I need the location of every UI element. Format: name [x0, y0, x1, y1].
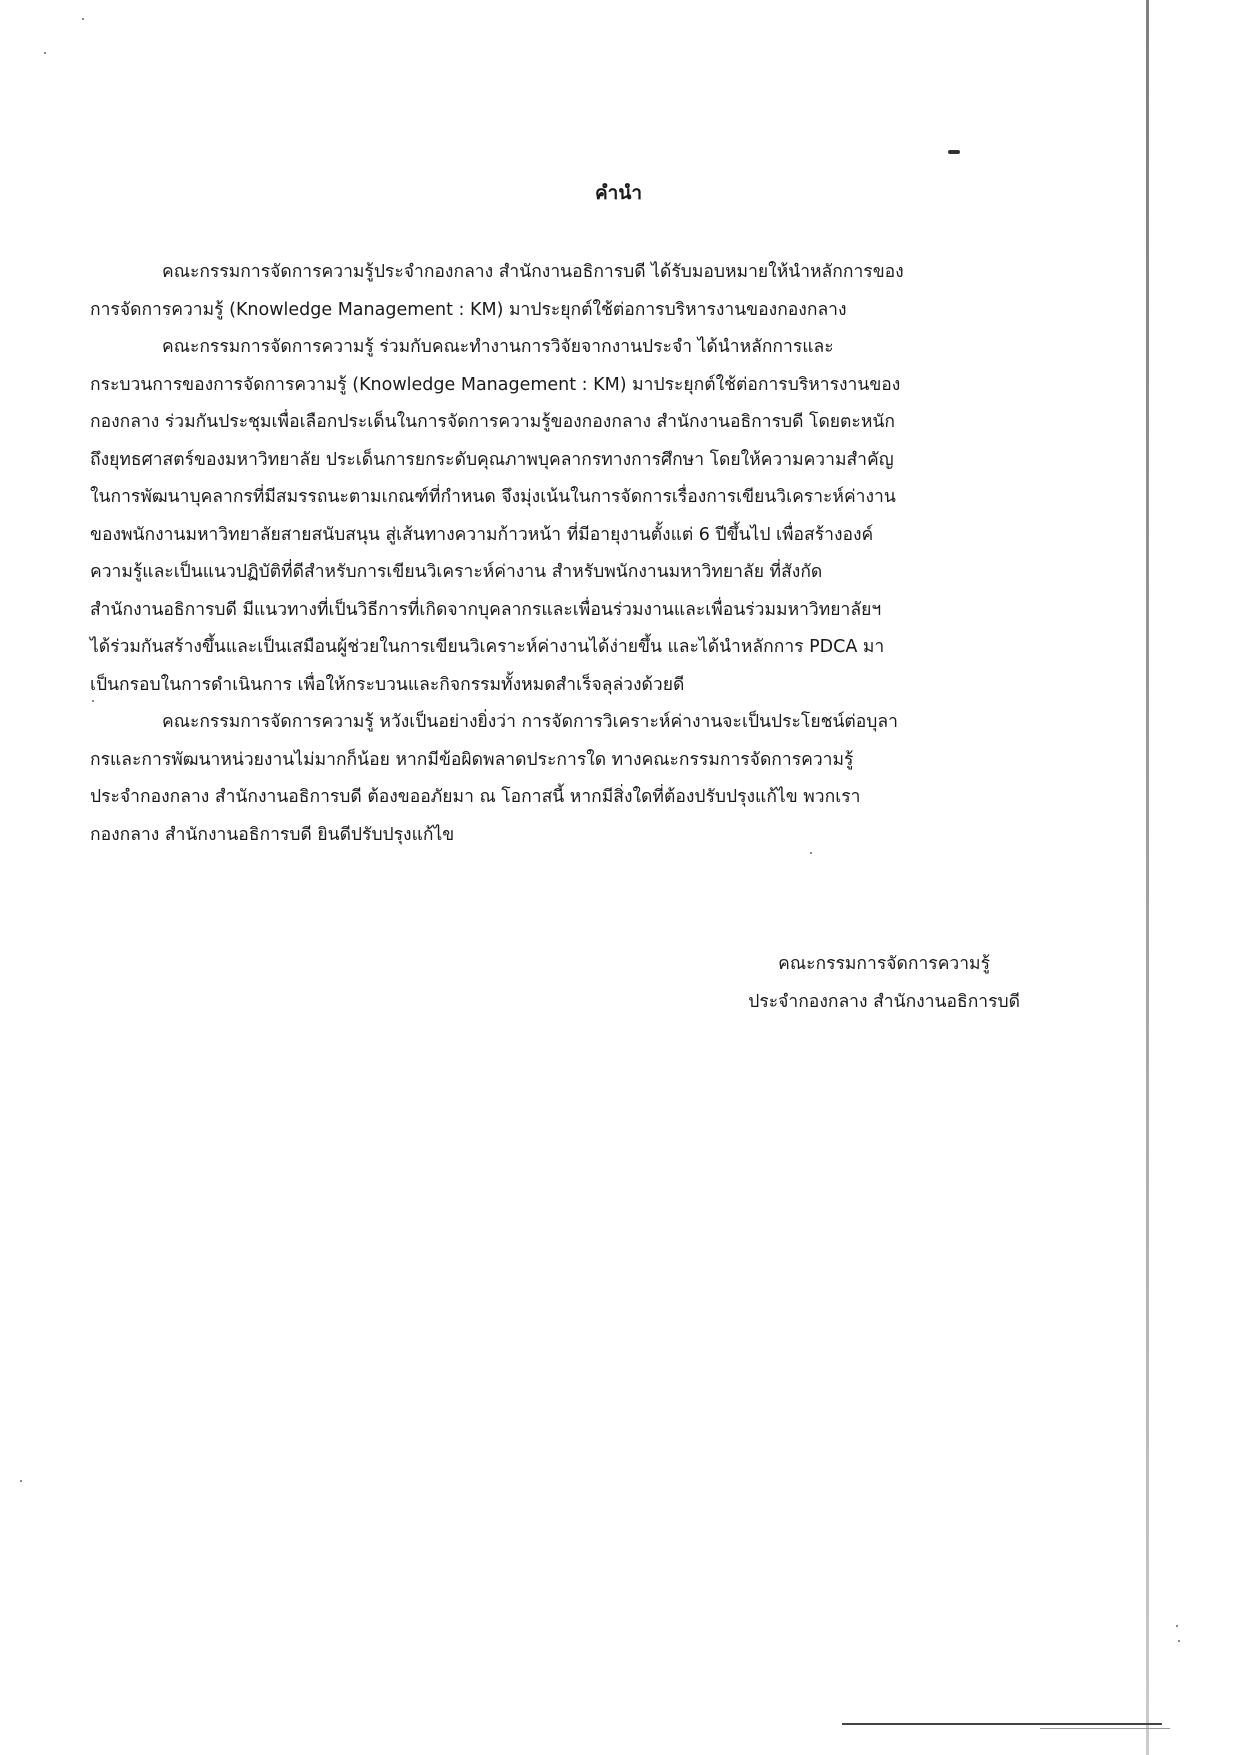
footer-rule-shadow	[1040, 1728, 1170, 1729]
signature-office: ประจำกองกลาง สำนักงานอธิการบดี	[748, 992, 1020, 1012]
scan-speck	[20, 1480, 22, 1482]
paragraph-line: กระบวนการของการจัดการความรู้ (Knowledge Management : KM) มาประยุกต์ใช้ต่อการบริหารงานของ	[90, 374, 901, 395]
scan-mark	[948, 150, 960, 154]
scan-edge-shadow	[1146, 0, 1149, 1755]
paragraph-line: ได้ร่วมกันสร้างขึ้นและเป็นเสมือนผู้ช่วยในการเขียนวิเคราะห์ค่างานได้ง่ายขึ้น และได้นำหลักการ PDCA มา	[90, 637, 885, 657]
paragraph-line: การจัดการความรู้ (Knowledge Management : KM) มาประยุกต์ใช้ต่อการบริหารงานของกองกลาง	[90, 299, 847, 320]
paragraph-line: กรและการพัฒนาหน่วยงานไม่มากก็น้อย หากมีข้อผิดพลาดประการใด ทางคณะกรรมการจัดการความรู้	[90, 749, 854, 770]
scan-speck	[44, 52, 46, 54]
scan-speck	[1178, 1640, 1180, 1642]
paragraph-line: คณะกรรมการจัดการความรู้ประจำกองกลาง สำนักงานอธิการบดี ได้รับมอบหมายให้นำหลักการของ	[162, 262, 904, 282]
foreword-body	[90, 254, 1025, 854]
paragraph-line: คณะกรรมการจัดการความรู้ ร่วมกับคณะทำงานการวิจัยจากงานประจำ ได้นำหลักการและ	[162, 337, 834, 357]
paragraph-line: ประจำกองกลาง สำนักงานอธิการบดี ต้องขออภัยมา ณ โอกาสนี้ หากมีสิ่งใดที่ต้องปรับปรุงแก้ไข พวกเรา	[90, 787, 861, 807]
footer-rule	[842, 1723, 1162, 1725]
paragraph-line: กองกลาง สำนักงานอธิการบดี ยินดีปรับปรุงแก้ไข	[90, 824, 455, 845]
paragraph-line: ถึงยุทธศาสตร์ของมหาวิทยาลัย ประเด็นการยกระดับคุณภาพบุคลากรทางการศึกษา โดยให้ความความสำคัญ	[90, 449, 894, 470]
paragraph-line: สำนักงานอธิการบดี มีแนวทางที่เป็นวิธีการที่เกิดจากบุคลากรและเพื่อนร่วมงานและเพื่อนร่วมมหาวิทยาลัยฯ	[90, 599, 882, 620]
paragraph-line: ของพนักงานมหาวิทยาลัยสายสนับสนุน สู่เส้นทางความก้าวหน้า ที่มีอายุงานตั้งแต่ 6 ปีขึ้นไป เพื่อสร้างองค์	[90, 524, 874, 545]
paragraph-line: ในการพัฒนาบุคลากรที่มีสมรรถนะตามเกณฑ์ที่กำหนด จึงมุ่งเน้นในการจัดการเรื่องการเขียนวิเคราะห์ค่างาน	[90, 487, 896, 507]
paragraph-line: กองกลาง ร่วมกันประชุมเพื่อเลือกประเด็นในการจัดการความรู้ของกองกลาง สำนักงานอธิการบดี โดยตะหนัก	[90, 412, 895, 432]
scan-speck	[1176, 1625, 1178, 1627]
paragraph-line: เป็นกรอบในการดำเนินการ เพื่อให้กระบวนและกิจกรรมทั้งหมดสำเร็จลุล่วงด้วยดี	[90, 674, 685, 695]
paragraph-line: ความรู้และเป็นแนวปฏิบัติที่ดีสำหรับการเขียนวิเคราะห์ค่างาน สำหรับพนักงานมหาวิทยาลัย ที่สังกัด	[90, 562, 823, 582]
paragraph-line: คณะกรรมการจัดการความรู้ หวังเป็นอย่างยิ่งว่า การจัดการวิเคราะห์ค่างานจะเป็นประโยชน์ต่อบุลา	[162, 712, 898, 732]
scan-speck	[82, 18, 84, 20]
page-title: คำนำ	[594, 182, 643, 204]
signature-block	[680, 945, 1020, 1021]
signature-committee: คณะกรรมการจัดการความรู้	[778, 954, 990, 974]
